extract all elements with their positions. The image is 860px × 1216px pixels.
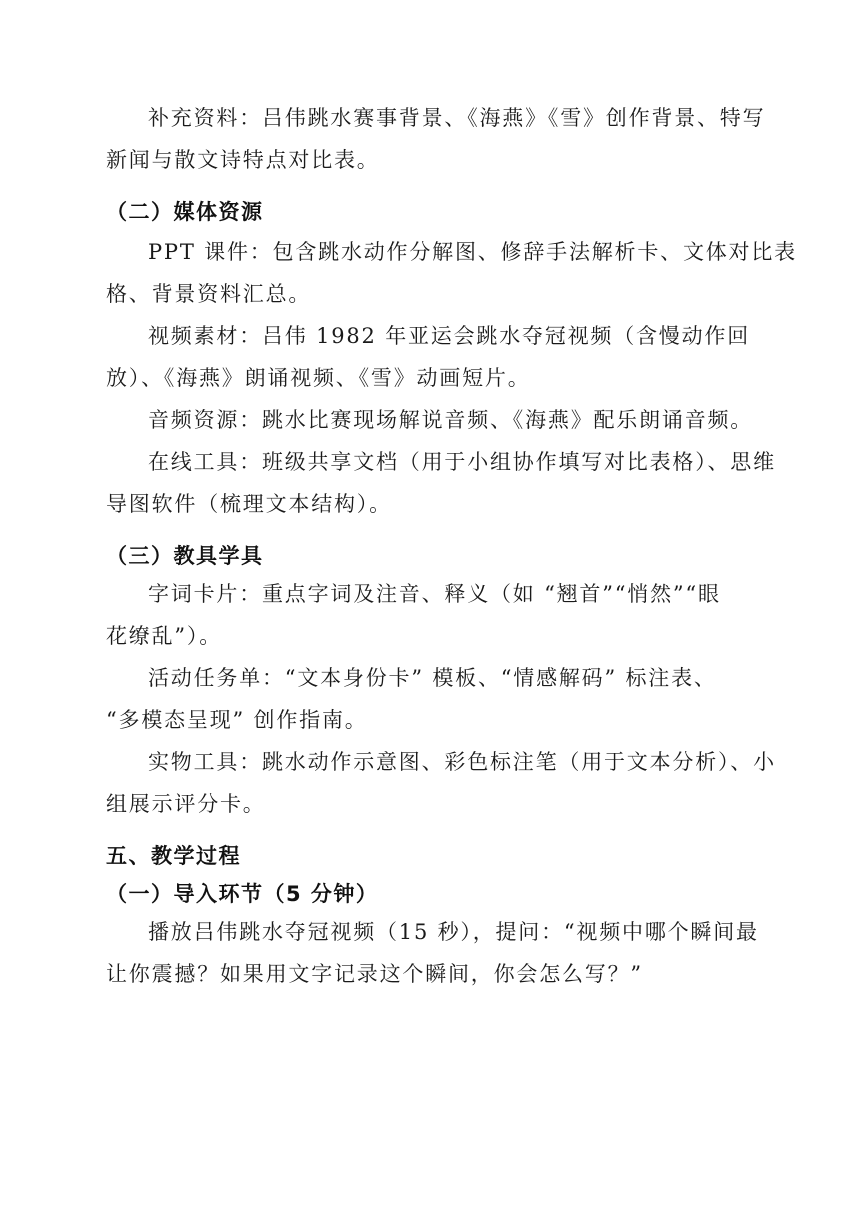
intro-line-2: 让你震撼？如果用文字记录这个瞬间，你会怎么写？” [106,962,643,986]
audio-line-1: 音频资源：跳水比赛现场解说音频、《海燕》配乐朗诵音频。 [148,408,754,432]
task-sheet-line-1: 活动任务单：“文本身份卡” 模板、“情感解码” 标注表、 [148,666,717,690]
physical-tools-line-1: 实物工具：跳水动作示意图、彩色标注笔（用于文本分析）、小 [148,750,776,774]
online-tools-line-1: 在线工具：班级共享文档（用于小组协作填写对比表格）、思维 [148,450,776,474]
word-cards-line-1: 字词卡片：重点字词及注音、释义（如 “翘首”“悄然”“眼 [148,582,721,606]
ppt-line-2: 格、背景资料汇总。 [106,282,312,306]
physical-tools-line-2: 组展示评分卡。 [106,792,266,816]
supplementary-line-1: 补充资料：吕伟跳水赛事背景、《海燕》《雪》创作背景、特写 [148,106,766,130]
intro-line-1: 播放吕伟跳水夺冠视频（15 秒），提问：“视频中哪个瞬间最 [148,920,759,944]
word-cards-line-2: 花缭乱”）。 [106,624,223,648]
teaching-tools-heading: （三）教具学具 [106,544,264,568]
teaching-process-heading: 五、教学过程 [106,844,241,868]
ppt-line-1: PPT 课件：包含跳水动作分解图、修辞手法解析卡、文体对比表 [148,240,797,264]
online-tools-line-2: 导图软件（梳理文本结构）。 [106,492,392,516]
supplementary-line-2: 新闻与散文诗特点对比表。 [106,148,380,172]
media-resources-heading: （二）媒体资源 [106,200,264,224]
intro-section-heading: （一）导入环节（5 分钟） [106,882,379,906]
task-sheet-line-2: “多模态呈现” 创作指南。 [106,708,368,732]
video-line-1: 视频素材：吕伟 1982 年亚运会跳水夺冠视频（含慢动作回 [148,324,750,348]
video-line-2: 放）、《海燕》朗诵视频、《雪》动画短片。 [106,366,531,390]
